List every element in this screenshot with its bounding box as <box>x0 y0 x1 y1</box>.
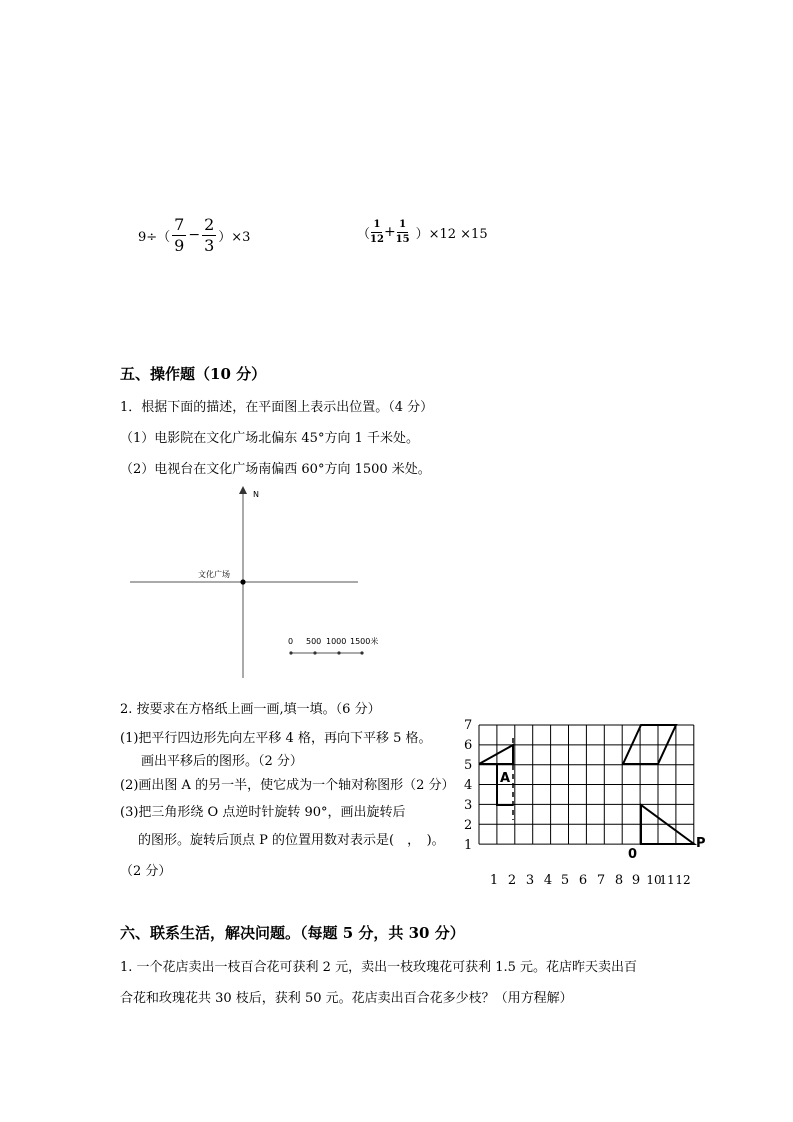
x-label: 11 <box>659 873 675 887</box>
y-label: 2 <box>464 818 473 833</box>
origin-dot <box>240 579 245 584</box>
q2-title: 2. 按要求在方格纸上画一画,填一填。（6 分） <box>120 702 381 717</box>
fraction-numerator: 2 <box>204 214 215 234</box>
q1-item2: （2）电视台在文化广场南偏西 60°方向 1500 米处。 <box>120 462 431 477</box>
grid-paper <box>458 712 713 892</box>
y-label: 3 <box>464 798 473 813</box>
x-label: 4 <box>543 873 553 888</box>
point-o-label: 0 <box>628 847 638 862</box>
minus-sign: − <box>188 227 201 243</box>
scale-label: 1500米 <box>350 637 379 646</box>
x-axis-labels <box>490 873 691 888</box>
section5-title: 五、操作题（10 分） <box>120 365 267 383</box>
q2-item3b: 的图形。旋转后顶点 P 的位置用数对表示是( ， )。 <box>138 833 445 848</box>
q2-item1b: 画出平移后的图形。（2 分） <box>141 754 303 769</box>
compass-diagram <box>120 480 380 685</box>
section6-q1-line1: 1. 一个花店卖出一枝百合花可获利 2 元，卖出一枝玫瑰花可获利 1.5 元。花店昨天卖出百 <box>120 960 638 975</box>
x-label: 10 <box>646 873 662 887</box>
north-label: N <box>253 490 259 499</box>
grid-lines <box>479 725 694 844</box>
fraction-7-9 <box>172 214 186 255</box>
y-label: 5 <box>464 758 473 773</box>
q2-item2: (2)画出图 A 的另一半，使它成为一个轴对称图形（2 分） <box>120 778 455 793</box>
calc-expression-2 <box>357 215 488 249</box>
y-axis-labels <box>464 718 472 853</box>
calc-expression-1 <box>138 215 250 255</box>
q1-item1: （1）电影院在文化广场北偏东 45°方向 1 千米处。 <box>120 431 419 446</box>
center-label: 文化广场 <box>198 570 230 579</box>
figure-a-label: A <box>500 771 511 786</box>
x-label: 3 <box>525 873 535 888</box>
expr2-lead: （ <box>357 226 371 242</box>
x-label: 7 <box>596 873 606 888</box>
expr1-lead: 9÷（ <box>138 229 171 245</box>
section6-q1-line2: 合花和玫瑰花共 30 枝后，获利 50 元。花店卖出百合花多少枝？（用方程解） <box>120 991 573 1006</box>
y-label: 1 <box>464 838 473 853</box>
y-label: 6 <box>464 738 473 753</box>
x-label: 1 <box>489 873 499 888</box>
q2-item3c: （2 分） <box>120 864 172 879</box>
x-label: 2 <box>507 873 517 888</box>
plus-sign: + <box>383 224 396 240</box>
x-label: 9 <box>631 873 641 888</box>
fraction-denominator: 15 <box>395 233 410 245</box>
q2-item1a: (1)把平行四边形先向左平移 4 格，再向下平移 5 格。 <box>120 731 432 746</box>
scale-tick <box>360 651 363 654</box>
x-label: 6 <box>578 873 588 888</box>
scale-tick <box>289 651 292 654</box>
fraction-denominator: 12 <box>370 233 384 245</box>
fraction-denominator: 3 <box>204 235 215 255</box>
scale-label: 500 <box>306 637 322 646</box>
fraction-1-15 <box>396 220 410 245</box>
point-p-label: P <box>696 836 706 851</box>
fraction-denominator: 9 <box>174 235 185 255</box>
scale-label: 0 <box>288 637 294 646</box>
fraction-numerator: 1 <box>371 220 382 233</box>
fraction-2-3 <box>202 214 216 255</box>
north-arrow-icon <box>239 486 247 494</box>
half-figure-a-upper <box>479 745 513 764</box>
fraction-1-12 <box>370 220 384 245</box>
x-label: 5 <box>560 873 570 888</box>
fraction-numerator: 1 <box>397 220 408 233</box>
q1-title: 1．根据下面的描述，在平面图上表示出位置。（4 分） <box>120 400 434 415</box>
x-label: 12 <box>675 873 691 887</box>
y-label: 7 <box>464 718 473 733</box>
y-label: 4 <box>464 778 473 793</box>
expr2-tail: ）×12 ×15 <box>415 226 488 242</box>
q2-item3a: (3)把三角形绕 O 点逆时针旋转 90°，画出旋转后 <box>120 805 406 820</box>
scale-label: 1000 <box>326 637 347 646</box>
expr1-tail: ）×3 <box>218 229 251 245</box>
section6-title: 六、联系生活，解决问题。（每题 5 分，共 30 分） <box>120 924 465 942</box>
scale-tick <box>337 651 340 654</box>
fraction-numerator: 7 <box>174 214 185 234</box>
x-label: 8 <box>614 873 624 888</box>
scale-tick <box>313 651 316 654</box>
